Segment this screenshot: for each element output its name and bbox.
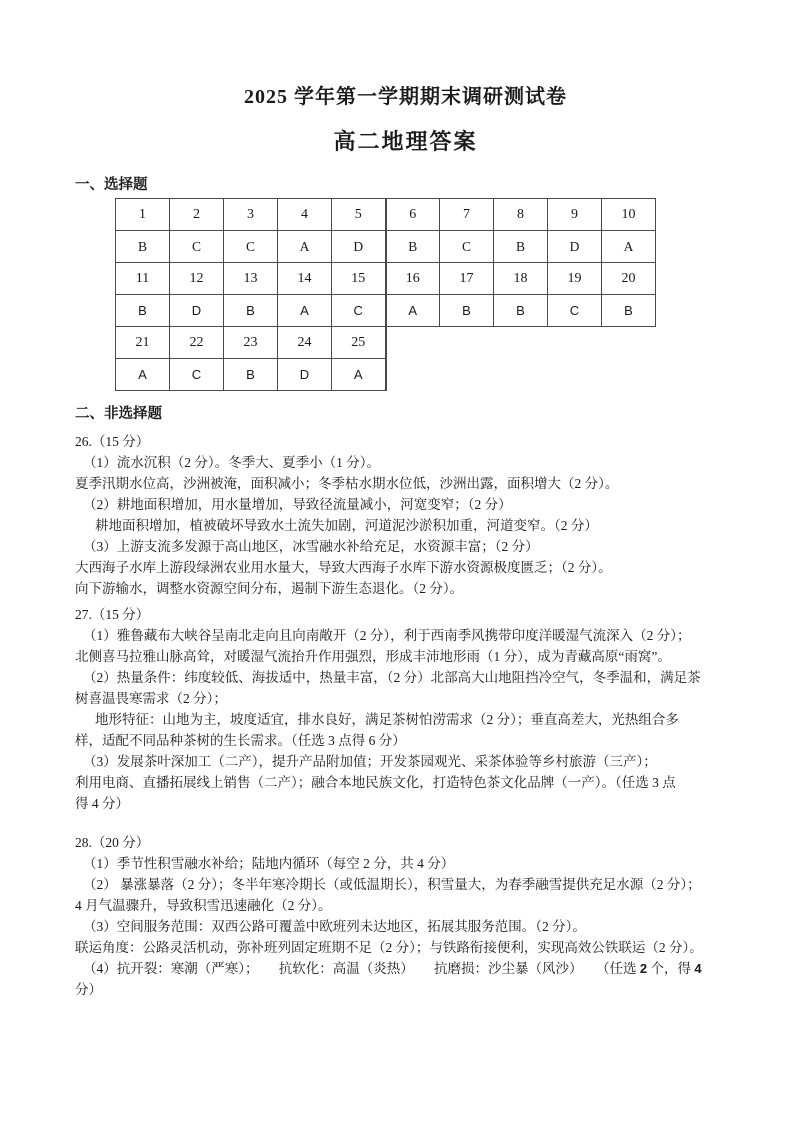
answer-table: [115, 198, 656, 391]
table-cell: 5: [332, 199, 386, 231]
question-block: [75, 604, 736, 814]
question-number: 26.（15 分）: [75, 434, 150, 449]
table-cell: B: [494, 231, 548, 263]
table-cell: D: [332, 231, 386, 263]
table-cell: 12: [170, 263, 224, 295]
page-subtitle: 高二地理答案: [333, 129, 478, 154]
answer-line: （3）空间服务范围：双西公路可覆盖中欧班列未达地区，拓展其服务范围。（2 分）。: [83, 919, 586, 934]
question-list: [75, 431, 736, 1000]
answer-line: 4 月气温骤升，导致积雪迅速融化（2 分）。: [75, 898, 332, 913]
answer-line: （2）热量条件：纬度较低、海拔适中，热量丰富，（2 分）北部高大山地阻挡冷空气，冬季温和，满足茶: [83, 670, 701, 685]
table-cell: A: [386, 295, 440, 327]
answer-line: 分）: [75, 982, 102, 997]
table-cell: 8: [494, 199, 548, 231]
table-cell: B: [116, 231, 170, 263]
table-cell: 14: [278, 263, 332, 295]
table-cell: 22: [170, 327, 224, 359]
table-cell: C: [548, 295, 602, 327]
table-cell: 15: [332, 263, 386, 295]
table-cell: B: [224, 295, 278, 327]
question-number: 28.（20 分）: [75, 835, 150, 850]
answer-text: （4）抗开裂：寒潮（严寒）； 抗软化：高温（炎热） 抗磨损：沙尘暴（风沙） （任选: [83, 961, 640, 976]
table-cell: B: [440, 295, 494, 327]
table-cell: 19: [548, 263, 602, 295]
answer-text-bold: 2: [639, 961, 648, 976]
table-row: [116, 199, 656, 231]
table-cell: 2: [170, 199, 224, 231]
answer-line: 北侧喜马拉雅山脉高耸，对暖湿气流抬升作用强烈，形成丰沛地形雨（1 分），成为青藏高原“雨窝”。: [75, 649, 671, 664]
table-cell: 21: [116, 327, 170, 359]
table-cell: 23: [224, 327, 278, 359]
answer-line: 树喜温畏寒需求（2 分）；: [75, 691, 227, 706]
answer-line: 地形特征：山地为主，坡度适宜，排水良好，满足茶树怕涝需求（2 分）；垂直高差大，光热组合多: [95, 712, 679, 727]
answer-line: [75, 958, 736, 979]
table-cell: 17: [440, 263, 494, 295]
table-cell: 11: [116, 263, 170, 295]
section-heading-free-response: 二、非选择题: [75, 406, 162, 422]
table-cell: D: [548, 231, 602, 263]
table-cell: C: [170, 359, 224, 391]
table-cell: 25: [332, 327, 386, 359]
table-cell: C: [170, 231, 224, 263]
table-cell: C: [440, 231, 494, 263]
answer-text-bold: 4: [694, 961, 702, 976]
answer-line: 利用电商、直播拓展线上销售（二产）；融合本地民族文化，打造特色茶文化品牌（一产）。（任选 3 点: [75, 775, 676, 790]
table-cell: 4: [278, 199, 332, 231]
page-title: 2025 学年第一学期期末调研测试卷: [244, 86, 567, 108]
table-cell: 20: [602, 263, 656, 295]
table-cell: 18: [494, 263, 548, 295]
table-cell: 10: [602, 199, 656, 231]
table-cell: 1: [116, 199, 170, 231]
table-cell: 3: [224, 199, 278, 231]
table-cell: 24: [278, 327, 332, 359]
answer-line: （3）上游支流多发源于高山地区，冰雪融水补给充足，水资源丰富；（2 分）: [83, 539, 539, 554]
table-row: [116, 359, 656, 391]
table-cell: A: [602, 231, 656, 263]
answer-text: 个，得: [647, 961, 695, 976]
answer-line: 大西海子水库上游段绿洲农业用水量大，导致大西海子水库下游水资源极度匮乏；（2 分）。: [75, 560, 612, 575]
table-cell: C: [332, 295, 386, 327]
table-cell: B: [494, 295, 548, 327]
table-cell: 13: [224, 263, 278, 295]
answer-line: （1）雅鲁藏布大峡谷呈南北走向且向南敞开（2 分），利于西南季风携带印度洋暖湿气流深入（2 分）；: [83, 628, 691, 643]
section-heading-choice: 一、选择题: [75, 177, 148, 193]
answer-line: 联运角度：公路灵活机动，弥补班列固定班期不足（2 分）；与铁路衔接便利，实现高效公铁联运（2 分）。: [75, 940, 703, 955]
table-cell: 9: [548, 199, 602, 231]
answer-line: 得 4 分）: [75, 796, 129, 811]
table-cell: 6: [386, 199, 440, 231]
answer-line: 耕地面积增加，植被破坏导致水土流失加剧，河道泥沙淤积加重，河道变窄。（2 分）: [95, 518, 598, 533]
answer-line: （1）季节性积雪融水补给；陆地内循环（每空 2 分，共 4 分）: [83, 856, 455, 871]
table-cell: 7: [440, 199, 494, 231]
table-cell: B: [602, 295, 656, 327]
table-row: [116, 295, 656, 327]
table-cell: D: [170, 295, 224, 327]
table-row: [116, 263, 656, 295]
table-cell: 16: [386, 263, 440, 295]
answer-line: （2） 暴涨暴落（2 分）；冬半年寒冷期长（或低温期长），积雪量大，为春季融雪提供充足水源（2 分）；: [83, 877, 701, 892]
question-block: [75, 431, 736, 599]
table-cell: D: [278, 359, 332, 391]
table-cell: B: [386, 231, 440, 263]
table-cell: A: [116, 359, 170, 391]
table-cell: B: [224, 359, 278, 391]
table-row: [116, 327, 656, 359]
table-row: [116, 231, 656, 263]
answer-line: 向下游输水，调整水资源空间分布，遏制下游生态退化。（2 分）。: [75, 581, 464, 596]
question-block: [75, 832, 736, 1000]
table-cell: A: [332, 359, 386, 391]
table-cell: A: [278, 231, 332, 263]
answer-line: （3）发展茶叶深加工（二产），提升产品附加值；开发茶园观光、采茶体验等乡村旅游（三产）；: [83, 754, 657, 769]
table-cell: A: [278, 295, 332, 327]
answer-line: 样，适配不同品种茶树的生长需求。（任选 3 点得 6 分）: [75, 733, 406, 748]
answer-line: 夏季汛期水位高，沙洲被淹，面积减小；冬季枯水期水位低，沙洲出露，面积增大（2 分）。: [75, 476, 619, 491]
answer-line: （1）流水沉积（2 分）。冬季大、夏季小（1 分）。: [83, 455, 380, 470]
table-cell: B: [116, 295, 170, 327]
question-number: 27.（15 分）: [75, 607, 150, 622]
answer-line: （2）耕地面积增加，用水量增加，导致径流量减小，河宽变窄；（2 分）: [83, 497, 512, 512]
table-cell: C: [224, 231, 278, 263]
